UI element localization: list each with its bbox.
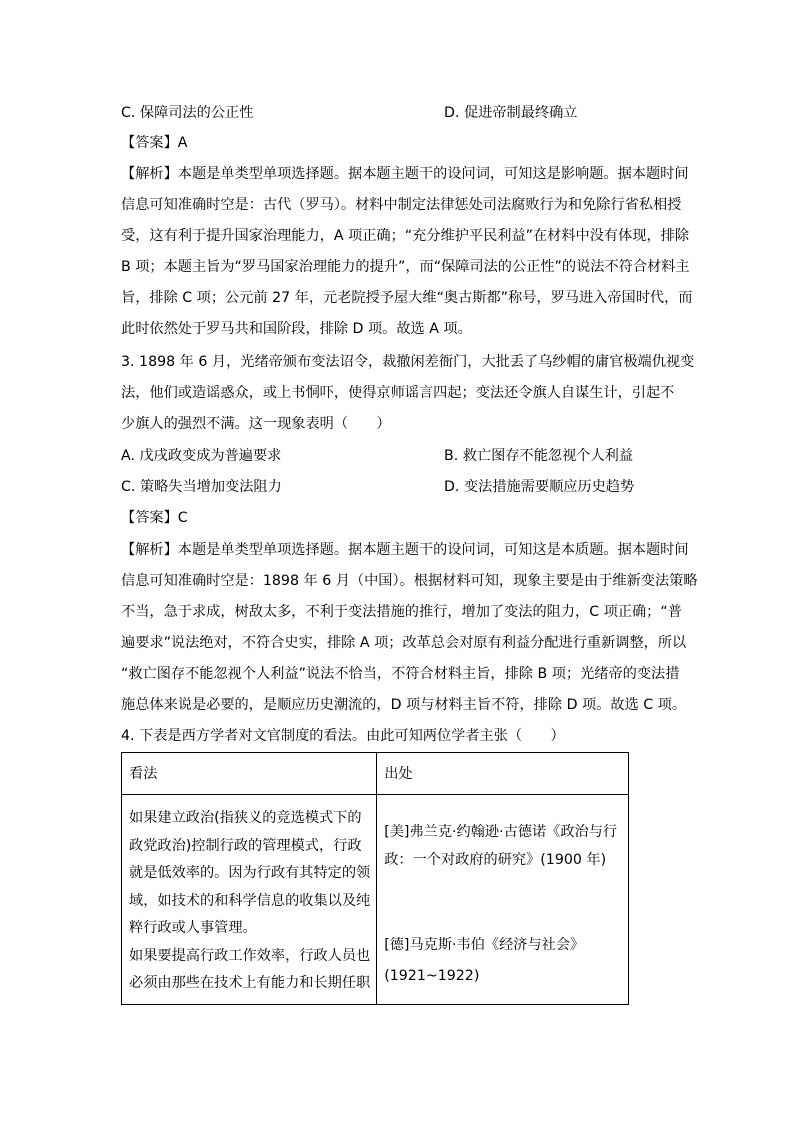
source-line: [德]马克斯·韦伯《经济与社会》 — [384, 937, 585, 953]
q2-analysis-line: 旨，排除 C 项；公元前 27 年，元老院授予屋大维“奥古斯都”称号，罗马进入帝国时代，而 — [121, 290, 693, 306]
q2-answer: 【答案】A — [121, 135, 188, 151]
q2-analysis-line: 受，这有利于提升国家治理能力，A 项正确；“充分维护平民利益”在材料中没有体现，排除 — [121, 228, 690, 244]
scholars-table — [121, 752, 629, 1005]
source-weber — [377, 874, 628, 992]
view-line: 域，如技术的和科学信息的收集以及纯 — [129, 892, 371, 909]
q2-analysis-line: 此时依然处于罗马共和国阶段，排除 D 项。故选 A 项。 — [121, 321, 472, 337]
q3-stem-line: 法，他们或造谣惑众，或上书恫吓，使得京师谣言四起；变法还令旗人自谋生计，引起不 — [121, 385, 675, 401]
q3-analysis-line: “救亡图存不能忽视个人利益”说法不恰当，不符合材料主旨，排除 B 项；光绪帝的变法措 — [121, 666, 680, 682]
q3-analysis-line: 遍要求”说法绝对，不符合史实，排除 A 项；改革总会对原有利益分配进行重新调整，所以 — [121, 635, 687, 651]
table-header-row — [122, 753, 629, 795]
view-cell — [122, 795, 377, 1005]
q3-stem-line: 3. 1898 年 6 月，光绪帝颁布变法诏令，裁撤闲差衙门，大批丢了乌纱帽的庸官极端仇视变 — [121, 354, 695, 370]
view-line: 政党政治)控制行政的管理模式，行政 — [129, 837, 362, 854]
table-row — [122, 795, 629, 1005]
q3-analysis-line: 不当，急于求成，树敌太多，不利于变法措施的推行，增加了变法的阻力，C 项正确；“普 — [121, 604, 682, 620]
q3-option-b: B. 救亡图存不能忽视个人利益 — [444, 448, 634, 464]
source-line: (1921~1922) — [384, 968, 480, 984]
view-line: 粹行政或人事管理。 — [129, 920, 257, 936]
q2-option-d: D. 促进帝制最终确立 — [444, 105, 578, 121]
q3-analysis-line: 【解析】本题是单类型单项选择题。据本题主题干的设问词，可知这是本质题。据本题时间 — [121, 542, 689, 558]
q3-analysis-line: 施总体来说是必要的，是顺应历史潮流的，D 项与材料主旨不符，排除 D 项。故选 C 项。 — [121, 697, 687, 713]
q3-option-d: D. 变法措施需要顺应历史趋势 — [444, 479, 635, 495]
table-header-source — [377, 753, 629, 795]
view-line: 如果建立政治(指狭义的竞选模式下的 — [129, 810, 362, 826]
q2-analysis-line: B 项；本题主旨为“罗马国家治理能力的提升”，而“保障司法的公正性”的说法不符合材料主 — [121, 259, 690, 275]
q2-analysis-line: 信息可知准确时空是：古代（罗马）。材料中制定法律惩处司法腐败行为和免除行省私相授 — [121, 197, 682, 213]
header-source-label: 出处 — [384, 766, 413, 782]
source-goodnow — [377, 795, 628, 874]
view-line: 必须由那些在技术上有能力和长期任职 — [129, 975, 371, 991]
q2-analysis-line: 【解析】本题是单类型单项选择题。据本题主题干的设问词，可知这是影响题。据本题时间 — [121, 166, 689, 182]
q4-stem: 4. 下表是西方学者对文官制度的看法。由此可知两位学者主张（ ） — [121, 728, 565, 744]
view-line: 如果要提高行政工作效率，行政人员也 — [129, 947, 371, 964]
header-view-label: 看法 — [129, 766, 158, 782]
source-line: [美]弗兰克·约翰逊·古德诺《政治与行 — [384, 824, 618, 840]
table-header-view — [122, 753, 377, 795]
source-line: 政：一个对政府的研究》(1900 年) — [384, 851, 607, 868]
q2-option-c: C. 保障司法的公正性 — [121, 105, 254, 121]
q3-answer: 【答案】C — [121, 510, 188, 526]
q3-stem-line: 少旗人的强烈不满。这一现象表明（ ） — [121, 416, 391, 432]
q3-option-c: C. 策略失当增加变法阻力 — [121, 479, 282, 495]
view-line: 就是低效率的。因为行政有其特定的领 — [129, 865, 371, 881]
source-cell — [377, 795, 629, 1005]
q3-option-a: A. 戊戌政变成为普遍要求 — [121, 448, 282, 464]
q3-analysis-line: 信息可知准确时空是：1898 年 6 月（中国）。根据材料可知，现象主要是由于维新变法策略 — [121, 573, 698, 589]
